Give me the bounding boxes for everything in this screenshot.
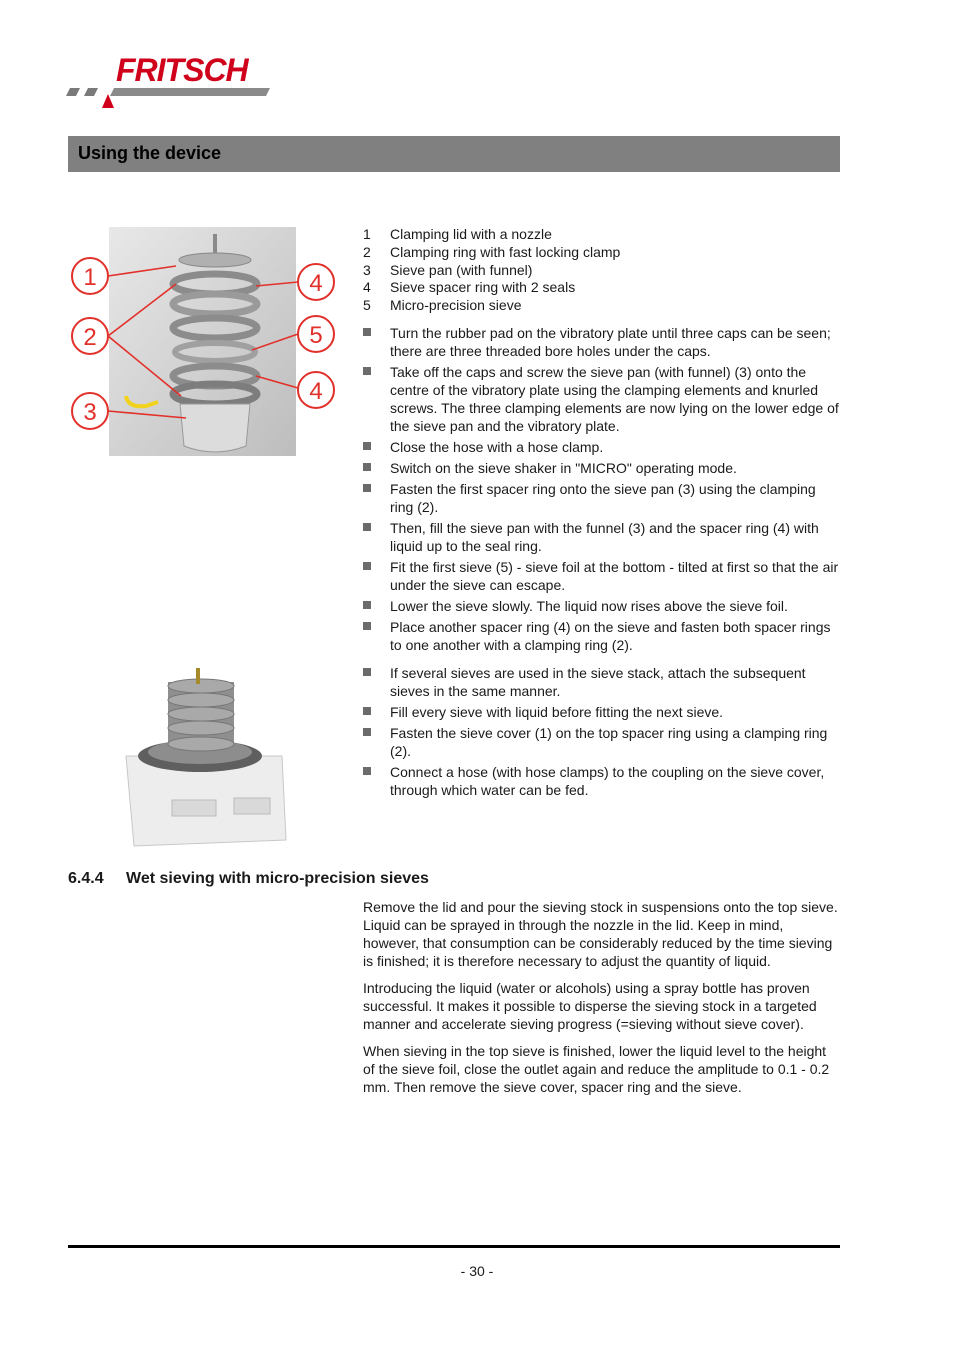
body-paragraph: Remove the lid and pour the sieving stock in suspensions onto the top sieve. Liquid can be sprayed in through the nozzle in the lid. Keep in mind, however, that consumption can be considerably reduced by the time sieving is finished; it is therefore necessary to adjust the quantity of liquid. — [363, 899, 838, 969]
step-item — [363, 519, 841, 555]
bullet-square-icon — [363, 442, 371, 450]
page-title: Using the device — [78, 143, 222, 163]
step-item — [363, 363, 841, 435]
callout-label: 1 — [83, 264, 97, 291]
step-text: Then, fill the sieve pan with the funnel (3) and the spacer ring (4) with liquid up to the seal ring. — [390, 520, 819, 554]
section-number: 6.4.4 — [68, 870, 104, 887]
steps-list-b — [363, 664, 841, 802]
bullet-square-icon — [363, 562, 371, 570]
bullet-square-icon — [363, 767, 371, 775]
step-text: Fill every sieve with liquid before fitting the next sieve. — [390, 704, 724, 720]
nozzle-shape — [196, 668, 200, 684]
part-label: Clamping ring with fast locking clamp — [390, 243, 621, 260]
part-label: Micro-precision sieve — [390, 297, 522, 314]
step-item — [363, 459, 841, 477]
step-text: Turn the rubber pad on the vibratory plate until three caps can be seen; there are three threaded bore holes under the caps. — [390, 325, 831, 359]
step-text: If several sieves are used in the sieve stack, attach the subsequent sieves in the same manner. — [390, 665, 806, 699]
control-panel-shape — [234, 798, 270, 814]
body-paragraph: When sieving in the top sieve is finished, lower the liquid level to the height of the sieve foil, close the outlet again and reduce the amplitude to 0.1 - 0.2 mm. Then remove the sieve cover, spacer ring and the sieve. — [363, 1043, 830, 1095]
part-number: 3 — [363, 261, 371, 278]
bullet-square-icon — [363, 523, 371, 531]
pan-shape — [180, 404, 250, 452]
part-number: 4 — [363, 279, 371, 296]
step-text: Take off the caps and screw the sieve pan (with funnel) (3) onto the centre of the vibratory plate using the clamping elements and knurled screws. The three clamping elements are now lying on the lower edge of the sieve pan and the vibratory plate. — [390, 364, 839, 434]
step-text: Close the hose with a hose clamp. — [390, 439, 604, 455]
part-number: 2 — [363, 243, 371, 260]
part-label: Sieve spacer ring with 2 seals — [390, 279, 576, 296]
part-label: Sieve pan (with funnel) — [390, 261, 533, 278]
step-text: Place another spacer ring (4) on the sieve and fasten both spacer rings to one another with a clamping ring (2). — [390, 619, 831, 653]
step-item — [363, 618, 841, 654]
page-number: - 30 - — [460, 1263, 494, 1279]
callout-label: 4 — [309, 270, 323, 297]
step-item — [363, 724, 841, 760]
step-text: Lower the sieve slowly. The liquid now rises above the sieve foil. — [390, 598, 788, 614]
step-text: Switch on the sieve shaker in "MICRO" operating mode. — [390, 460, 737, 476]
section-heading — [68, 870, 429, 888]
parts-list-item — [363, 262, 620, 280]
parts-list — [363, 226, 620, 315]
bullet-square-icon — [363, 367, 371, 375]
part-number: 5 — [363, 297, 371, 314]
callout-label: 5 — [309, 322, 323, 349]
bullet-square-icon — [363, 668, 371, 676]
step-text: Fit the first sieve (5) - sieve foil at the bottom - tilted at first so that the air under the sieve can escape. — [390, 559, 839, 593]
step-text: Connect a hose (with hose clamps) to the coupling on the sieve cover, through which water can be fed. — [390, 764, 825, 798]
step-item — [363, 324, 841, 360]
part-number: 1 — [363, 226, 371, 242]
section-body — [363, 898, 841, 1105]
step-text: Fasten the first spacer ring onto the sieve pan (3) using the clamping ring (2). — [390, 481, 816, 515]
step-item — [363, 597, 841, 615]
lid-shape — [179, 253, 251, 267]
callout-label: 4 — [309, 378, 323, 405]
section-header-bar — [68, 136, 840, 172]
bullet-square-icon — [363, 707, 371, 715]
bullet-square-icon — [363, 728, 371, 736]
callout-label: 3 — [83, 399, 97, 426]
fritsch-logo — [66, 52, 286, 112]
parts-list-item — [363, 279, 620, 297]
callout-label: 2 — [83, 324, 97, 351]
step-item — [363, 664, 841, 700]
step-item — [363, 763, 841, 799]
steps-list-a — [363, 324, 841, 657]
step-item — [363, 480, 841, 516]
parts-list-item — [363, 226, 620, 244]
step-item — [363, 438, 841, 456]
bullet-square-icon — [363, 601, 371, 609]
logo-text: FRITSCH — [116, 52, 248, 88]
bullet-square-icon — [363, 328, 371, 336]
bullet-square-icon — [363, 622, 371, 630]
control-panel-shape — [172, 800, 216, 816]
step-text: Fasten the sieve cover (1) on the top spacer ring using a clamping ring (2). — [390, 725, 828, 759]
body-paragraph: Introducing the liquid (water or alcohols) using a spray bottle has proven successful. It makes it possible to disperse the sieving stock in a targeted manner and accelerate sieving progress (=sieving without sieve cover). — [363, 980, 817, 1032]
sieve-shaker-figure — [110, 660, 290, 848]
bullet-square-icon — [363, 484, 371, 492]
section-title: Wet sieving with micro-precision sieves — [126, 870, 429, 887]
part-label: Clamping lid with a nozzle — [390, 226, 552, 242]
footer-divider — [68, 1245, 840, 1248]
step-item — [363, 703, 841, 721]
parts-list-item — [363, 297, 620, 315]
bullet-square-icon — [363, 463, 371, 471]
parts-list-item — [363, 244, 620, 262]
step-item — [363, 558, 841, 594]
exploded-sieve-stack-figure — [66, 226, 341, 458]
